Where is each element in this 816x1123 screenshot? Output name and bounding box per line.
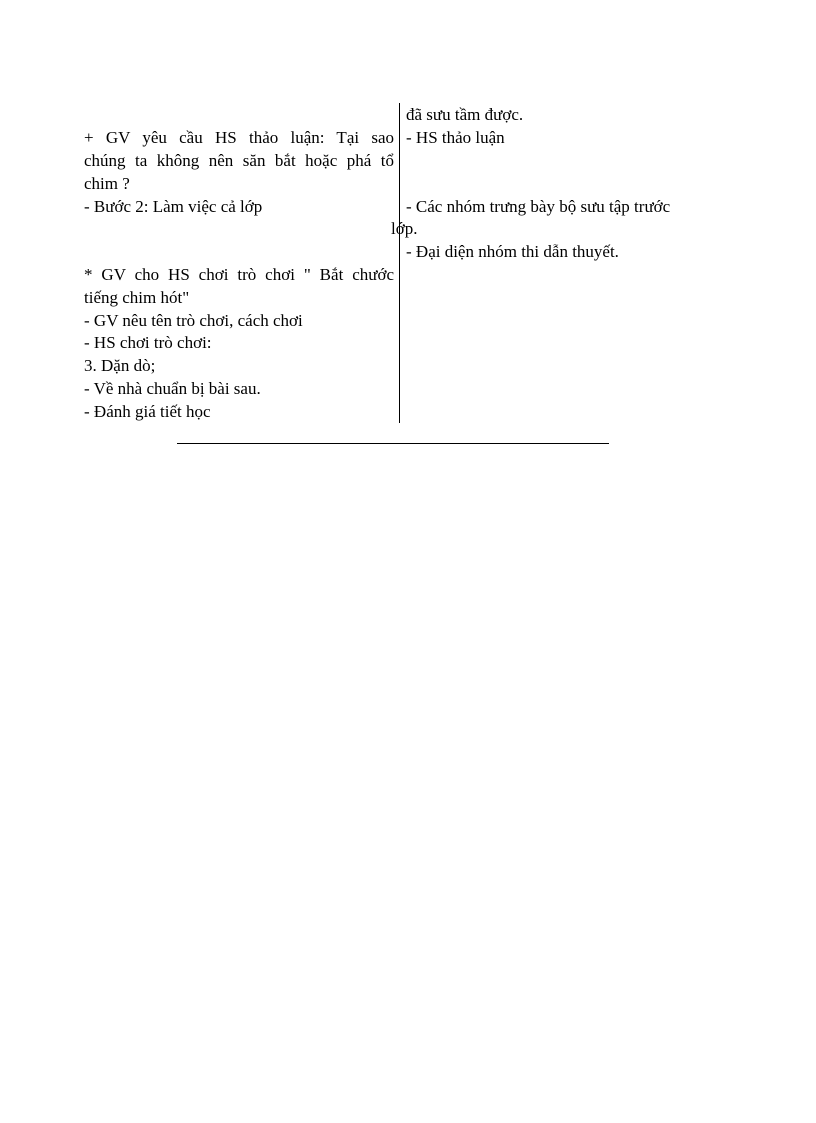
- section-end-rule: [177, 443, 609, 444]
- evaluate-text: - Đánh giá tiết học: [84, 402, 211, 421]
- groups-display-line-2: lớp.: [391, 219, 418, 238]
- column-divider: [399, 103, 400, 423]
- game-rules-text: - GV nêu tên trò chơi, cách chơi: [84, 311, 303, 330]
- collected-text: đã sưu tầm được.: [406, 105, 524, 124]
- step-2-text: - Bước 2: Làm việc cả lớp: [84, 197, 263, 216]
- lesson-table: [84, 103, 716, 423]
- students-discuss-text: - HS thảo luận: [406, 128, 505, 147]
- groups-display-line-1: - Các nhóm trưng bày bộ sưu tập trước: [406, 197, 671, 216]
- prepare-next-text: - Về nhà chuẩn bị bài sau.: [84, 379, 261, 398]
- game-intro-line-2: tiếng chim hót": [84, 288, 190, 307]
- students-play-text: - HS chơi trò chơi:: [84, 333, 212, 352]
- homework-heading: 3. Dặn dò;: [84, 356, 156, 375]
- discussion-prompt-line-1: + GV yêu cầu HS thảo luận: Tại sao: [84, 128, 394, 147]
- discussion-prompt-line-3: chim ?: [84, 174, 130, 193]
- representatives-text: - Đại diện nhóm thi dẫn thuyết.: [406, 242, 619, 261]
- game-intro-line-1: * GV cho HS chơi trò chơi " Bắt chước: [84, 265, 394, 284]
- discussion-prompt-line-2: chúng ta không nên săn bắt hoặc phá tổ: [84, 151, 394, 170]
